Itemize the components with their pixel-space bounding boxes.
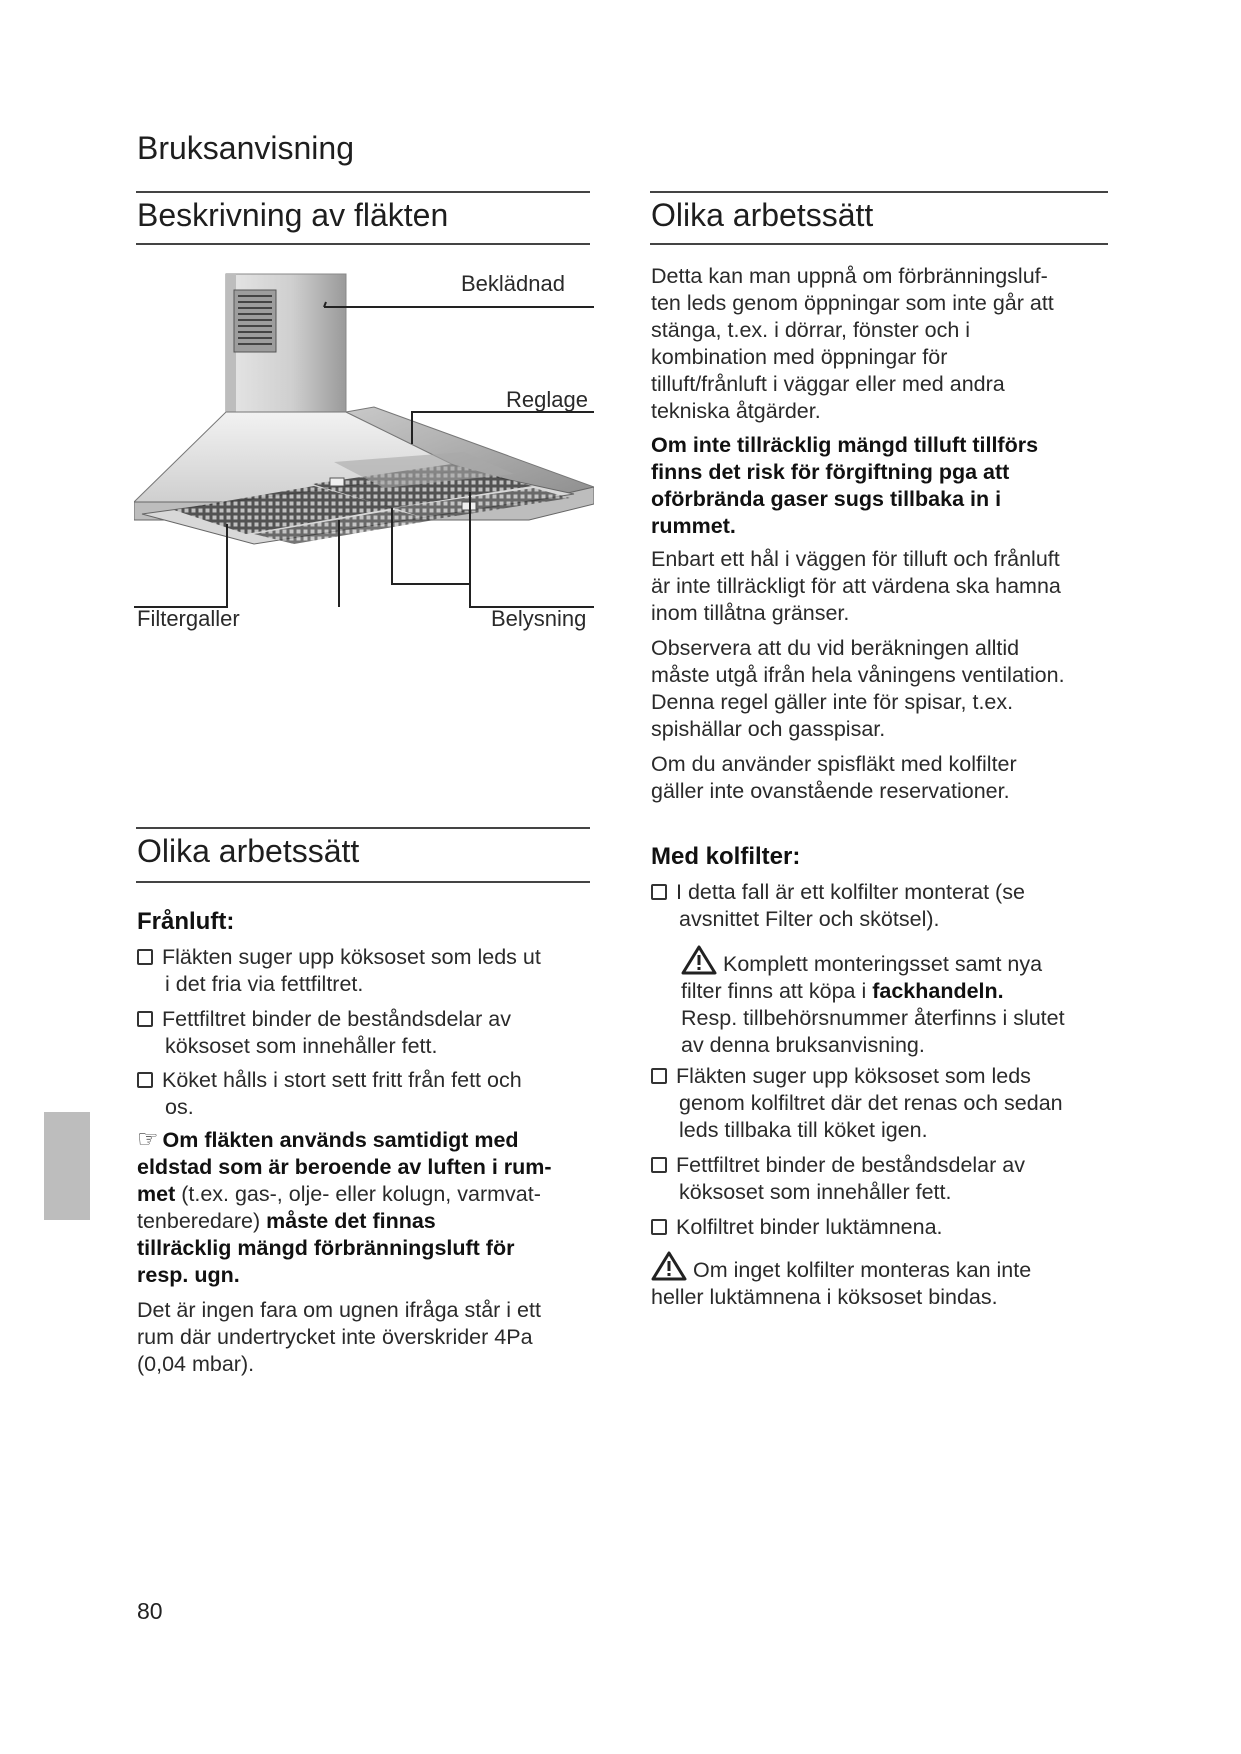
- label-beklädnad: Beklädnad: [461, 271, 565, 296]
- divider: [650, 243, 1108, 245]
- section-title-operating-modes-2: Olika arbetssätt: [137, 833, 360, 869]
- divider: [650, 191, 1108, 193]
- checkbox-bullet-icon: [651, 1068, 667, 1084]
- checkbox-bullet-icon: [137, 1011, 153, 1027]
- divider: [136, 191, 590, 193]
- warning-triangle-icon: [651, 1251, 687, 1281]
- label-reglage: Reglage: [506, 387, 588, 412]
- list-item: Fläkten suger upp köksoset som leds genom kolfiltret där det renas och sedan leds tillbaka till köket igen.: [651, 1063, 1149, 1144]
- checkbox-bullet-icon: [651, 1157, 667, 1173]
- paragraph-carbon-filter: Om du använder spisfläkt med kolfilter gäller inte ovanstående reservationer.: [651, 752, 1017, 803]
- list-item: Köket hålls i stort sett fritt från fett och os.: [137, 1067, 625, 1121]
- checkbox-bullet-icon: [137, 949, 153, 965]
- divider: [136, 243, 590, 245]
- page-number: 80: [137, 1598, 163, 1624]
- list-item: I detta fall är ett kolfilter monterat (se avsnittet Filter och skötsel).: [651, 879, 1139, 933]
- warning-triangle-icon: [681, 945, 717, 975]
- checkbox-bullet-icon: [651, 884, 667, 900]
- subheading-carbon-filter: Med kolfilter:: [651, 843, 801, 870]
- document-title: Bruksanvisning: [137, 130, 354, 166]
- warning-no-carbon-filter: Om inget kolfilter monteras kan inte heller luktämnena i köksoset bindas.: [651, 1251, 1031, 1311]
- warning-mounting-kit: Komplett monteringsset samt nya filter finns att köpa i fackhandeln. Resp. tillbehörsnummer återfinns i slutet av denna bruksanvisning.: [681, 945, 1065, 1059]
- divider: [136, 827, 590, 829]
- warning-poisoning: Om inte tillräcklig mängd tilluft tillförs finns det risk för förgiftning pga att oförbrända gaser sugs tillbaka in i rummet.: [651, 433, 1039, 538]
- list-item: Fettfiltret binder de beståndsdelar av köksoset som innehåller fett.: [137, 1006, 625, 1060]
- list-item: Fläkten suger upp köksoset som leds ut i det fria via fettfiltret.: [137, 944, 625, 998]
- subheading-exhaust: Frånluft:: [137, 908, 235, 935]
- pointing-hand-icon: ☞: [137, 1126, 159, 1153]
- section-title-description: Beskrivning av fläkten: [137, 197, 449, 233]
- language-tab-marker: [44, 1112, 90, 1220]
- section-title-operating-modes: Olika arbetssätt: [651, 197, 874, 233]
- paragraph-combustion-air: Detta kan man uppnå om förbränningsluf- ten leds genom öppningar som inte går att stänga, t.ex. i dörrar, fönster och i kombination med öppningar för tilluft/frånluft i väggar eller med andra tekniska åtgärder.: [651, 264, 1054, 423]
- label-belysning: Belysning: [491, 606, 587, 631]
- list-item: Kolfiltret binder luktämnena.: [651, 1214, 1139, 1241]
- paragraph-underpressure: Det är ingen fara om ugnen ifråga står i ett rum där undertrycket inte överskrider 4Pa (0,04 mbar).: [137, 1298, 541, 1376]
- divider: [136, 881, 590, 883]
- checkbox-bullet-icon: [651, 1219, 667, 1235]
- label-filtergaller: Filtergaller: [137, 606, 240, 631]
- note-fireplace: ☞ Om fläkten används samtidigt med eldstad som är beroende av luften i rum- met (t.ex. gas-, olje- eller kolugn, varmvat- tenberedare) måste det finnas tillräcklig mängd förbränningsluft för resp. ugn.: [137, 1126, 552, 1287]
- checkbox-bullet-icon: [137, 1072, 153, 1088]
- paragraph-wall-hole: Enbart ett hål i väggen för tilluft och frånluft är inte tillräckligt för att värdena ska hamna inom tillåtna gränser.: [651, 547, 1061, 625]
- list-item: Fettfiltret binder de beståndsdelar av köksoset som innehåller fett.: [651, 1152, 1139, 1206]
- paragraph-ventilation: Observera att du vid beräkningen alltid måste utgå ifrån hela våningens ventilation. Denna regel gäller inte för spisar, t.ex. spishällar och gasspisar.: [651, 636, 1065, 741]
- range-hood-illustration: [134, 262, 594, 632]
